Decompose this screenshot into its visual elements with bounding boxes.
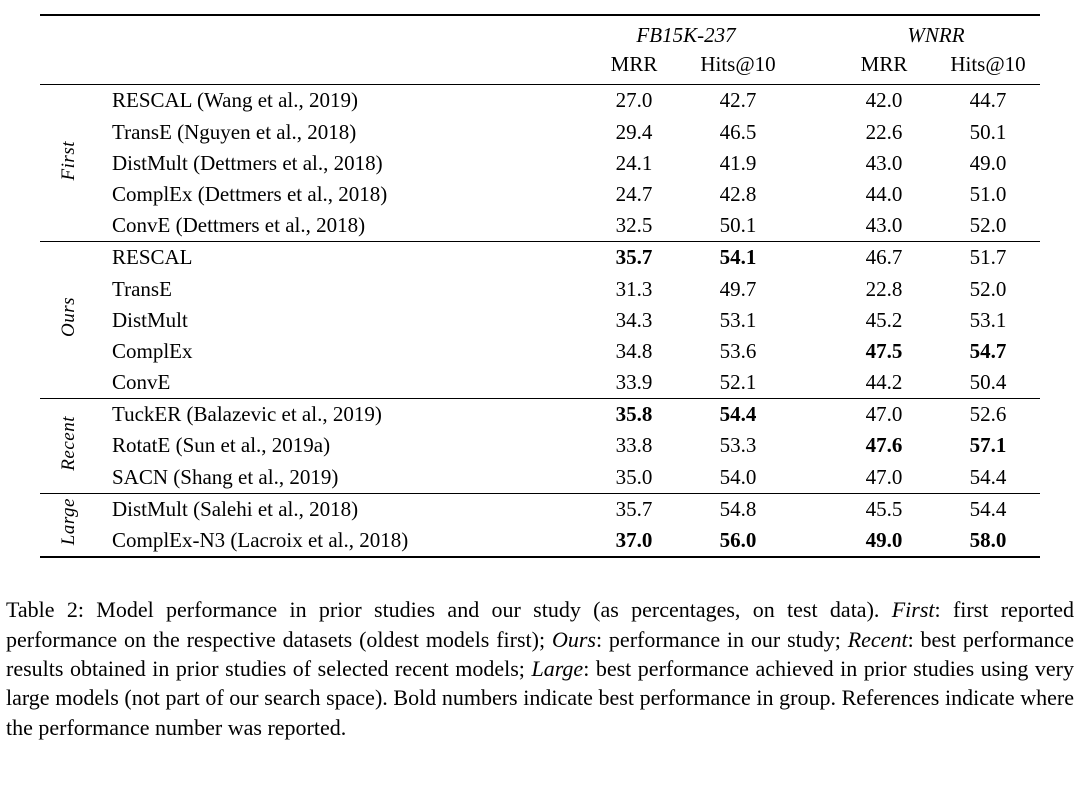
metric-value: 46.7 <box>790 242 936 274</box>
caption-text: Table 2: Model performance in prior studies and our study (as percentages, on test data). <box>6 597 892 623</box>
metric-value: 50.1 <box>969 119 1007 144</box>
table-row <box>40 336 1040 367</box>
caption <box>6 595 1074 742</box>
table-row <box>40 525 1040 557</box>
metric-value: 54.4 <box>686 399 790 431</box>
metric-value: 53.3 <box>719 433 757 458</box>
dataset-header-wnrr: WNRR <box>907 23 965 47</box>
metric-value: 22.6 <box>865 119 903 144</box>
metric-value: 44.2 <box>865 370 903 395</box>
column-header-mrr-fb15k-237: MRR <box>610 52 658 77</box>
model-name: RotatE (Sun et al., 2019a) <box>112 433 331 458</box>
metric-value: 34.3 <box>615 307 653 332</box>
column-header-hits10-fb15k-237: Hits@10 <box>700 52 776 77</box>
table-row <box>40 274 1040 305</box>
metric-value: 35.0 <box>615 464 653 489</box>
table-row <box>40 148 1040 179</box>
metric-value: 49.0 <box>969 150 1007 175</box>
table-row <box>40 493 1040 525</box>
metric-value: 33.9 <box>615 370 653 395</box>
column-header-hits10-wnrr: Hits@10 <box>950 52 1026 77</box>
metric-value: 52.6 <box>936 399 1040 431</box>
table-row <box>40 305 1040 336</box>
metric-value: 50.1 <box>719 213 757 238</box>
metric-value: 52.1 <box>719 370 757 395</box>
caption-text: : best performance achieved in prior studies using very large models (not part of our search space). Bold numbers indicate best performance in group. References indicate where the performance number was reported. <box>6 655 1075 740</box>
metric-value: 52.0 <box>969 276 1007 301</box>
caption-term: First <box>891 597 935 623</box>
metric-value: 54.4 <box>936 493 1040 525</box>
model-name: DistMult (Salehi et al., 2018) <box>98 493 582 525</box>
metric-value: 42.0 <box>865 88 903 113</box>
metric-value: 45.5 <box>790 493 936 525</box>
group-label-large <box>40 493 98 557</box>
results-table <box>40 14 1040 558</box>
model-name: DistMult (Dettmers et al., 2018) <box>112 150 383 175</box>
caption-text: : best performance results obtained in prior studies of selected recent models; <box>6 626 1074 681</box>
metric-value: 22.8 <box>865 276 903 301</box>
metric-value: 54.8 <box>686 493 790 525</box>
metric-header-row <box>40 49 1040 85</box>
model-name: TransE <box>112 276 172 301</box>
table-row <box>40 399 1040 431</box>
metric-value: 51.7 <box>936 242 1040 274</box>
caption-term: Recent <box>847 626 908 652</box>
spacer-cell <box>40 15 98 49</box>
caption-text: : first reported performance on the respective datasets (oldest models first); <box>6 597 1074 652</box>
spacer-cell <box>40 49 98 85</box>
model-name: RESCAL (Wang et al., 2019) <box>112 88 358 113</box>
table-row <box>40 367 1040 399</box>
model-name: TransE (Nguyen et al., 2018) <box>112 119 357 144</box>
group-label-text: Large <box>57 498 79 546</box>
metric-value: 32.5 <box>615 213 653 238</box>
metric-value: 24.7 <box>615 181 653 206</box>
metric-value: 47.0 <box>865 464 903 489</box>
model-name: ComplEx (Dettmers et al., 2018) <box>112 181 388 206</box>
metric-value: 43.0 <box>865 150 903 175</box>
metric-value: 54.1 <box>686 242 790 274</box>
metric-value: 47.5 <box>865 338 903 363</box>
metric-value: 35.8 <box>582 399 686 431</box>
group-label-first <box>40 85 98 242</box>
metric-value: 35.7 <box>582 242 686 274</box>
model-name: DistMult <box>112 307 188 332</box>
metric-value: 49.0 <box>865 528 903 552</box>
metric-value: 42.8 <box>719 181 757 206</box>
metric-value: 56.0 <box>719 528 757 552</box>
metric-value: 53.1 <box>719 307 757 332</box>
metric-value: 57.1 <box>969 433 1007 458</box>
metric-value: 54.7 <box>969 338 1007 363</box>
model-name: ConvE (Dettmers et al., 2018) <box>112 213 366 238</box>
caption-term: Large <box>531 655 584 681</box>
metric-value: 47.6 <box>865 433 903 458</box>
group-label-ours <box>40 242 98 399</box>
group-label-text: Ours <box>57 297 79 338</box>
metric-value: 47.0 <box>790 399 936 431</box>
metric-value: 24.1 <box>615 150 653 175</box>
metric-value: 27.0 <box>615 88 653 113</box>
column-header-mrr-wnrr: MRR <box>860 52 908 77</box>
metric-value: 43.0 <box>865 213 903 238</box>
table-row <box>40 462 1040 494</box>
metric-value: 31.3 <box>615 276 653 301</box>
metric-value: 51.0 <box>969 181 1007 206</box>
group-label-recent <box>40 399 98 494</box>
metric-value: 44.0 <box>865 181 903 206</box>
caption-text: : performance in our study; <box>595 626 848 652</box>
dataset-header-fb15k-237: FB15K-237 <box>636 23 736 47</box>
table-row <box>40 85 1040 117</box>
table-body <box>40 85 1040 557</box>
caption-term: Ours <box>551 626 596 652</box>
model-name: ConvE <box>112 370 171 395</box>
metric-value: 53.1 <box>969 307 1007 332</box>
metric-value: 54.0 <box>719 464 757 489</box>
metric-value: 35.7 <box>582 493 686 525</box>
metric-value: 45.2 <box>865 307 903 332</box>
group-label-text: Recent <box>57 415 79 471</box>
table-header <box>40 15 1040 85</box>
metric-value: 50.4 <box>969 370 1007 395</box>
metric-value: 41.9 <box>719 150 757 175</box>
metric-value: 58.0 <box>969 528 1007 552</box>
model-name: ComplEx-N3 (Lacroix et al., 2018) <box>112 528 409 552</box>
metric-value: 53.6 <box>719 338 757 363</box>
metric-value: 46.5 <box>719 119 757 144</box>
table-row <box>40 210 1040 242</box>
spacer-cell <box>98 15 582 49</box>
metric-value: 54.4 <box>969 464 1007 489</box>
model-name: TuckER (Balazevic et al., 2019) <box>98 399 582 431</box>
metric-value: 42.7 <box>719 88 757 113</box>
model-name: SACN (Shang et al., 2019) <box>112 464 339 489</box>
model-name: ComplEx <box>112 338 193 363</box>
model-name: RESCAL <box>98 242 582 274</box>
dataset-header-row <box>40 15 1040 49</box>
metric-value: 49.7 <box>719 276 757 301</box>
metric-value: 37.0 <box>615 528 653 552</box>
spacer-cell <box>98 49 582 85</box>
group-label-text: First <box>57 140 79 180</box>
metric-value: 34.8 <box>615 338 653 363</box>
metric-value: 29.4 <box>615 119 653 144</box>
metric-value: 44.7 <box>969 88 1007 113</box>
table-row <box>40 117 1040 148</box>
metric-value: 33.8 <box>615 433 653 458</box>
metric-value: 52.0 <box>969 213 1007 238</box>
table-row <box>40 242 1040 274</box>
table-row <box>40 179 1040 210</box>
table-row <box>40 430 1040 461</box>
